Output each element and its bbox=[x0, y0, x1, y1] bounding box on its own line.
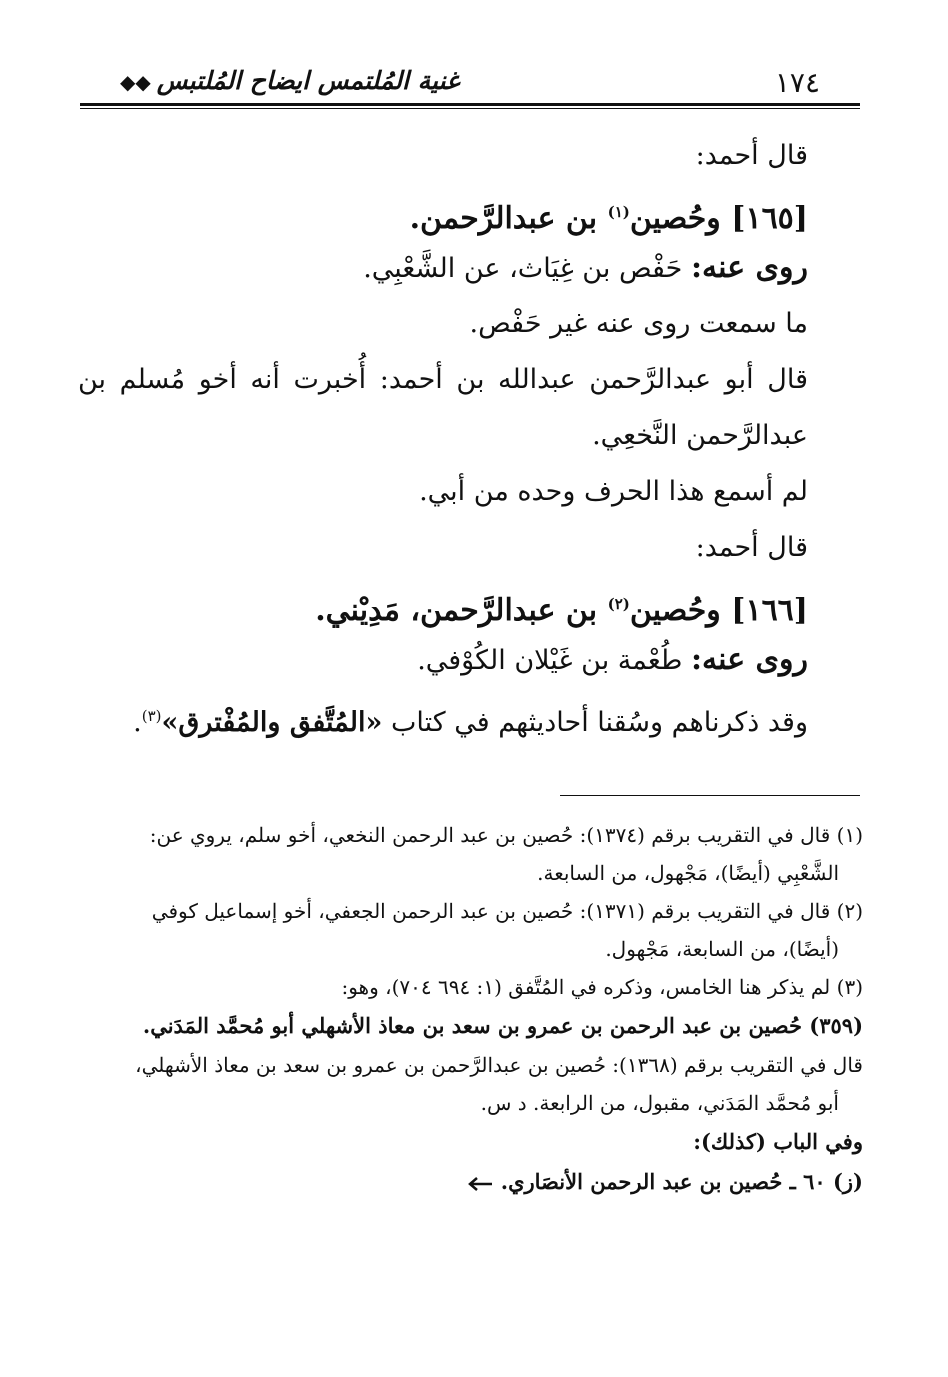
entry-165 bbox=[78, 184, 858, 240]
entry-name: وحُصين bbox=[629, 593, 721, 628]
narrator-text: حَفْص بن غِيَاث، عن الشَّعْبِي. bbox=[363, 253, 683, 284]
narrator-text: طُعْمة بن غَيْلان الكُوْفي. bbox=[417, 645, 683, 676]
narrator-line bbox=[78, 240, 858, 296]
text-line bbox=[78, 688, 858, 744]
footnote-ref: (٣) bbox=[141, 707, 162, 725]
entry-number: [١٦٦] bbox=[731, 593, 808, 628]
footnote-3-z-entry bbox=[81, 1162, 863, 1202]
footnote-2-cont: (أيضًا)، من السابعة، مَجْهول. bbox=[605, 937, 839, 961]
text-line: قال أحمد: bbox=[695, 532, 808, 563]
narrator-label: روى عنه: bbox=[690, 642, 808, 677]
entry-name: وحُصين bbox=[629, 201, 721, 236]
book-title: «المُتَّفق والمُفْترق» bbox=[161, 707, 383, 738]
footnote-3-entry: (٣٥٩) حُصين بن عبد الرحمن بن عمرو بن سعد بن معاذ الأشهلي أبو مُحمَّد المَدَني. bbox=[142, 1013, 863, 1038]
header-rule-thin bbox=[80, 108, 860, 109]
footnote-1: (١) قال في التقريب برقم (١٣٧٤): حُصين بن عبد الرحمن النخعي، أخو سلم، يروي عن: bbox=[149, 823, 863, 847]
footnote-ref: (١) bbox=[607, 203, 630, 221]
entry-number: [١٦٥] bbox=[731, 201, 808, 236]
main-text bbox=[78, 128, 858, 744]
running-title-text: غنية المُلتمس ايضاح المُلتبس bbox=[156, 66, 460, 95]
entry-rest: بن عبدالرَّحمن، مَدِيْني. bbox=[315, 593, 598, 628]
narrator-label: روى عنه: bbox=[690, 250, 808, 285]
footnote-3: (٣) لم يذكر هنا الخامس، وذكره في المُتَّفق (١: ٦٩٤ ٧٠٤)، وهو: bbox=[341, 975, 863, 999]
narrator-line bbox=[78, 632, 858, 688]
footnote-3-z-text: (ز) ٦٠ ـ حُصين بن عبد الرحمن الأنصَاري. bbox=[500, 1169, 863, 1194]
text-span: وقد ذكرناهم وسُقنا أحاديثهم في كتاب bbox=[390, 707, 808, 738]
footnote-3-quote-cont: أبو مُحمَّد المَدَني، مقبول، من الرابعة. د س. bbox=[480, 1091, 839, 1115]
footnote-2: (٢) قال في التقريب برقم (١٣٧١): حُصين بن عبد الرحمن الجعفي، أخو إسماعيل كوفي bbox=[151, 899, 863, 923]
text-line: ما سمعت روى عنه غير حَفْص. bbox=[469, 308, 808, 339]
text-span: . bbox=[133, 707, 142, 738]
text-paragraph: قال أبو عبدالرَّحمن عبدالله بن أحمد: أُخبرت أنه أخو مُسلم بن عبدالرَّحمن النَّخعِي. bbox=[78, 364, 808, 451]
footnote-1-cont: الشَّعْبِي (أيضًا)، مَجْهول، من السابعة. bbox=[537, 861, 839, 885]
footnotes bbox=[81, 816, 863, 1202]
entry-rest: بن عبدالرَّحمن. bbox=[409, 201, 598, 236]
page-number: ١٧٤ bbox=[774, 66, 820, 99]
footnote-3-quote: قال في التقريب برقم (١٣٦٨): حُصين بن عبدالرَّحمن بن عمرو بن سعد بن معاذ الأشهلي، bbox=[135, 1053, 863, 1077]
header-rule bbox=[80, 103, 860, 106]
footnote-3-bab: وفي الباب (كذلك): bbox=[693, 1129, 863, 1154]
running-title bbox=[120, 66, 459, 95]
arrow-left-icon bbox=[467, 1169, 493, 1194]
text-line: قال أحمد: bbox=[695, 140, 808, 171]
diamond-ornament-icon: ◆◆ bbox=[120, 70, 151, 94]
text-line: لم أسمع هذا الحرف وحده من أبي. bbox=[419, 476, 808, 507]
footnote-separator bbox=[560, 795, 860, 796]
page-header bbox=[80, 60, 860, 104]
entry-166 bbox=[78, 576, 858, 632]
footnote-ref: (٢) bbox=[607, 595, 630, 613]
